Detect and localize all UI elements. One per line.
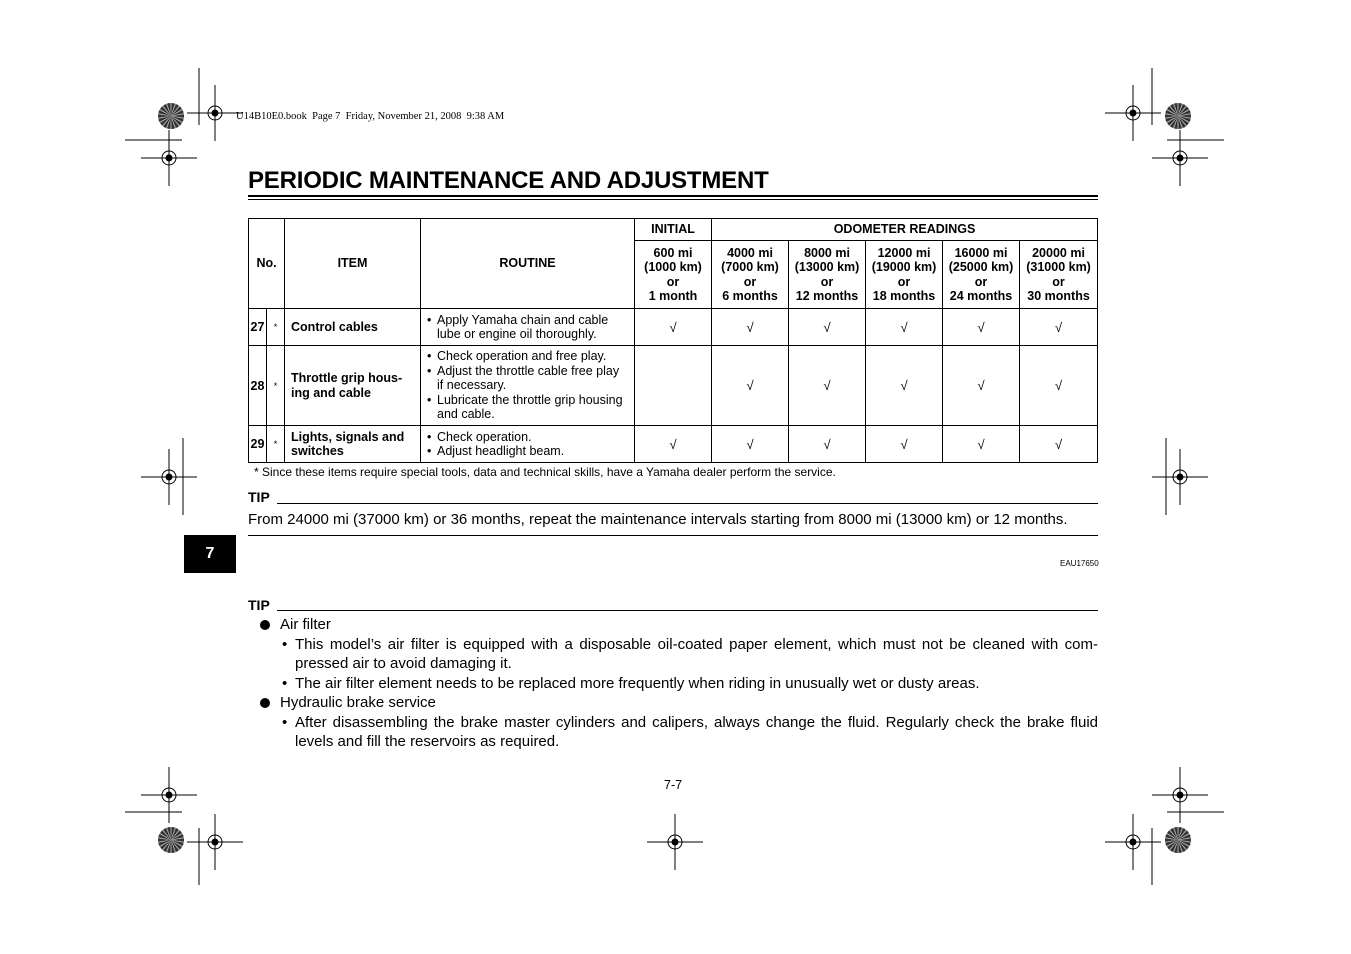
registration-target-icon (647, 814, 703, 870)
table-row (249, 426, 1098, 463)
interval-line: or (974, 274, 988, 289)
title-rule-thin (248, 199, 1098, 200)
interval-line: (25000 km) (948, 260, 1014, 274)
row-number: 28 (249, 346, 267, 426)
header-routine: ROUTINE (421, 219, 635, 309)
row-routine (421, 426, 635, 463)
registration-target-icon (187, 85, 243, 141)
tip-label: TIP (248, 597, 270, 613)
check-mark-icon: √ (789, 309, 866, 346)
interval-header (789, 241, 866, 309)
page-title: PERIODIC MAINTENANCE AND ADJUSTMENT (248, 167, 769, 194)
interval-line: 24 months (949, 289, 1013, 303)
interval-line: (7000 km) (721, 260, 779, 274)
starburst-mark-icon (1165, 103, 1191, 129)
check-mark-icon: √ (943, 346, 1020, 426)
interval-line: or (1052, 274, 1065, 289)
interval-line: (19000 km) (871, 260, 937, 274)
reference-code: EAU17650 (1060, 559, 1099, 568)
starburst-mark-icon (158, 103, 184, 129)
interval-line: 16000 mi (954, 245, 1008, 260)
interval-header (1020, 241, 1098, 309)
registration-target-icon (141, 767, 197, 823)
interval-line: 12 months (795, 289, 859, 303)
interval-line: 6 months (722, 289, 778, 303)
row-item: Lights, signals and switches (285, 426, 421, 463)
check-mark-icon: √ (789, 346, 866, 426)
row-routine (421, 346, 635, 426)
check-mark-icon: √ (1020, 346, 1098, 426)
check-mark-icon: √ (943, 309, 1020, 346)
check-mark-icon: √ (866, 426, 943, 463)
interval-line: 30 months (1027, 289, 1090, 303)
row-routine (421, 309, 635, 346)
tip-rule (277, 503, 1098, 504)
interval-line: 1 month (648, 289, 698, 303)
book-header: U14B10E0.book Page 7 Friday, November 21, 2008 9:38 AM (236, 111, 505, 122)
list-subitem: • The air filter element needs to be replaced more frequently when riding in unusually wet or dusty areas. (282, 674, 980, 692)
list-text: The air filter element needs to be replaced more frequently when riding in unusually wet or dusty areas. (295, 674, 980, 692)
starburst-mark-icon (158, 827, 184, 853)
interval-line: (31000 km) (1026, 260, 1091, 274)
header-item: ITEM (285, 219, 421, 309)
interval-header (943, 241, 1020, 309)
list-item (260, 693, 1098, 713)
header-no: No. (249, 219, 285, 309)
tip-label: TIP (248, 489, 270, 505)
list-text: After disassembling the brake master cylinders and calipers, always change the fluid. Regularly check the brake fluid levels and fill the reservoirs as required. (295, 713, 1098, 750)
dealer-asterisk: * (267, 346, 285, 426)
interval-header (712, 241, 789, 309)
row-number: 27 (249, 309, 267, 346)
tip-list (260, 615, 1098, 752)
list-text: This model’s air filter is equipped with a disposable oil-coated paper element, which must not be cleaned with com-pressed air to avoid damaging it. (295, 635, 1098, 672)
dealer-asterisk: * (267, 426, 285, 463)
interval-line: 20000 mi (1032, 245, 1085, 260)
interval-line: 4000 mi (727, 245, 773, 260)
registration-target-icon (1152, 449, 1208, 505)
registration-target-icon (1152, 767, 1208, 823)
table-row (249, 346, 1098, 426)
check-mark-icon: √ (1020, 309, 1098, 346)
check-mark-icon: √ (789, 426, 866, 463)
interval-line: or (897, 274, 911, 289)
maintenance-table (248, 218, 1098, 463)
routine-step: • Check operation and free play. (427, 349, 628, 364)
header-odometer: ODOMETER READINGS (712, 219, 1098, 241)
check-mark-icon: √ (712, 426, 789, 463)
interval-line: or (820, 274, 834, 289)
list-item (260, 615, 1098, 635)
bullet-dot-icon (260, 620, 270, 630)
list-heading: Hydraulic brake service (280, 694, 436, 711)
registration-target-icon (141, 449, 197, 505)
tip-end-rule (248, 535, 1098, 536)
registration-target-icon (1152, 130, 1208, 186)
routine-step: • Adjust the throttle cable free play if necessary. (427, 364, 628, 393)
check-mark-icon: √ (635, 426, 712, 463)
interval-line: 18 months (872, 289, 936, 303)
tip-text: From 24000 mi (37000 km) or 36 months, repeat the maintenance intervals starting from 8000 mi (13000 km) or 12 months. (248, 511, 1068, 528)
check-mark-icon: √ (866, 309, 943, 346)
routine-step: • Check operation. (427, 430, 628, 445)
row-number: 29 (249, 426, 267, 463)
list-subitem: • After disassembling the brake master cylinders and calipers, always change the fluid. Regularly check the brake fluid levels and fill the reservoirs as required. (282, 713, 1098, 750)
starburst-mark-icon (1165, 827, 1191, 853)
interval-line: 8000 mi (804, 245, 850, 260)
interval-line: (1000 km) (644, 260, 702, 274)
interval-line: (13000 km) (794, 260, 860, 274)
check-mark-icon: √ (1020, 426, 1098, 463)
interval-header (635, 241, 712, 309)
interval-line: 600 mi (653, 245, 693, 260)
interval-line: or (666, 274, 680, 289)
check-mark-icon: √ (943, 426, 1020, 463)
interval-line: 12000 mi (877, 245, 931, 260)
table-footnote: * Since these items require special tools, data and technical skills, have a Yamaha dealer perform the service. (254, 465, 836, 479)
chapter-tab: 7 (184, 535, 236, 573)
registration-target-icon (141, 130, 197, 186)
check-mark-icon: √ (712, 346, 789, 426)
list-heading: Air filter (280, 616, 331, 633)
row-item: Throttle grip hous-ing and cable (285, 346, 421, 426)
check-mark-icon: √ (712, 309, 789, 346)
routine-step: • Lubricate the throttle grip housing and cable. (427, 393, 628, 422)
tip-rule (277, 610, 1098, 611)
list-subitem: • This model’s air filter is equipped with a disposable oil-coated paper element, which must not be cleaned with com-pressed air to avoid damaging it. (282, 635, 1098, 672)
row-item: Control cables (285, 309, 421, 346)
routine-step: • Adjust headlight beam. (427, 444, 628, 459)
check-mark-icon: √ (866, 346, 943, 426)
bullet-dot-icon (260, 698, 270, 708)
table-row (249, 309, 1098, 346)
empty-interval-cell (635, 346, 712, 426)
registration-target-icon (1105, 814, 1161, 870)
interval-line: or (743, 274, 757, 289)
header-initial: INITIAL (635, 219, 712, 241)
title-rule (248, 195, 1098, 197)
registration-target-icon (1105, 85, 1161, 141)
routine-step: • Apply Yamaha chain and cable lube or engine oil thoroughly. (427, 313, 628, 342)
dealer-asterisk: * (267, 309, 285, 346)
page-number: 7-7 (664, 778, 683, 792)
registration-target-icon (187, 814, 243, 870)
interval-header (866, 241, 943, 309)
check-mark-icon: √ (635, 309, 712, 346)
